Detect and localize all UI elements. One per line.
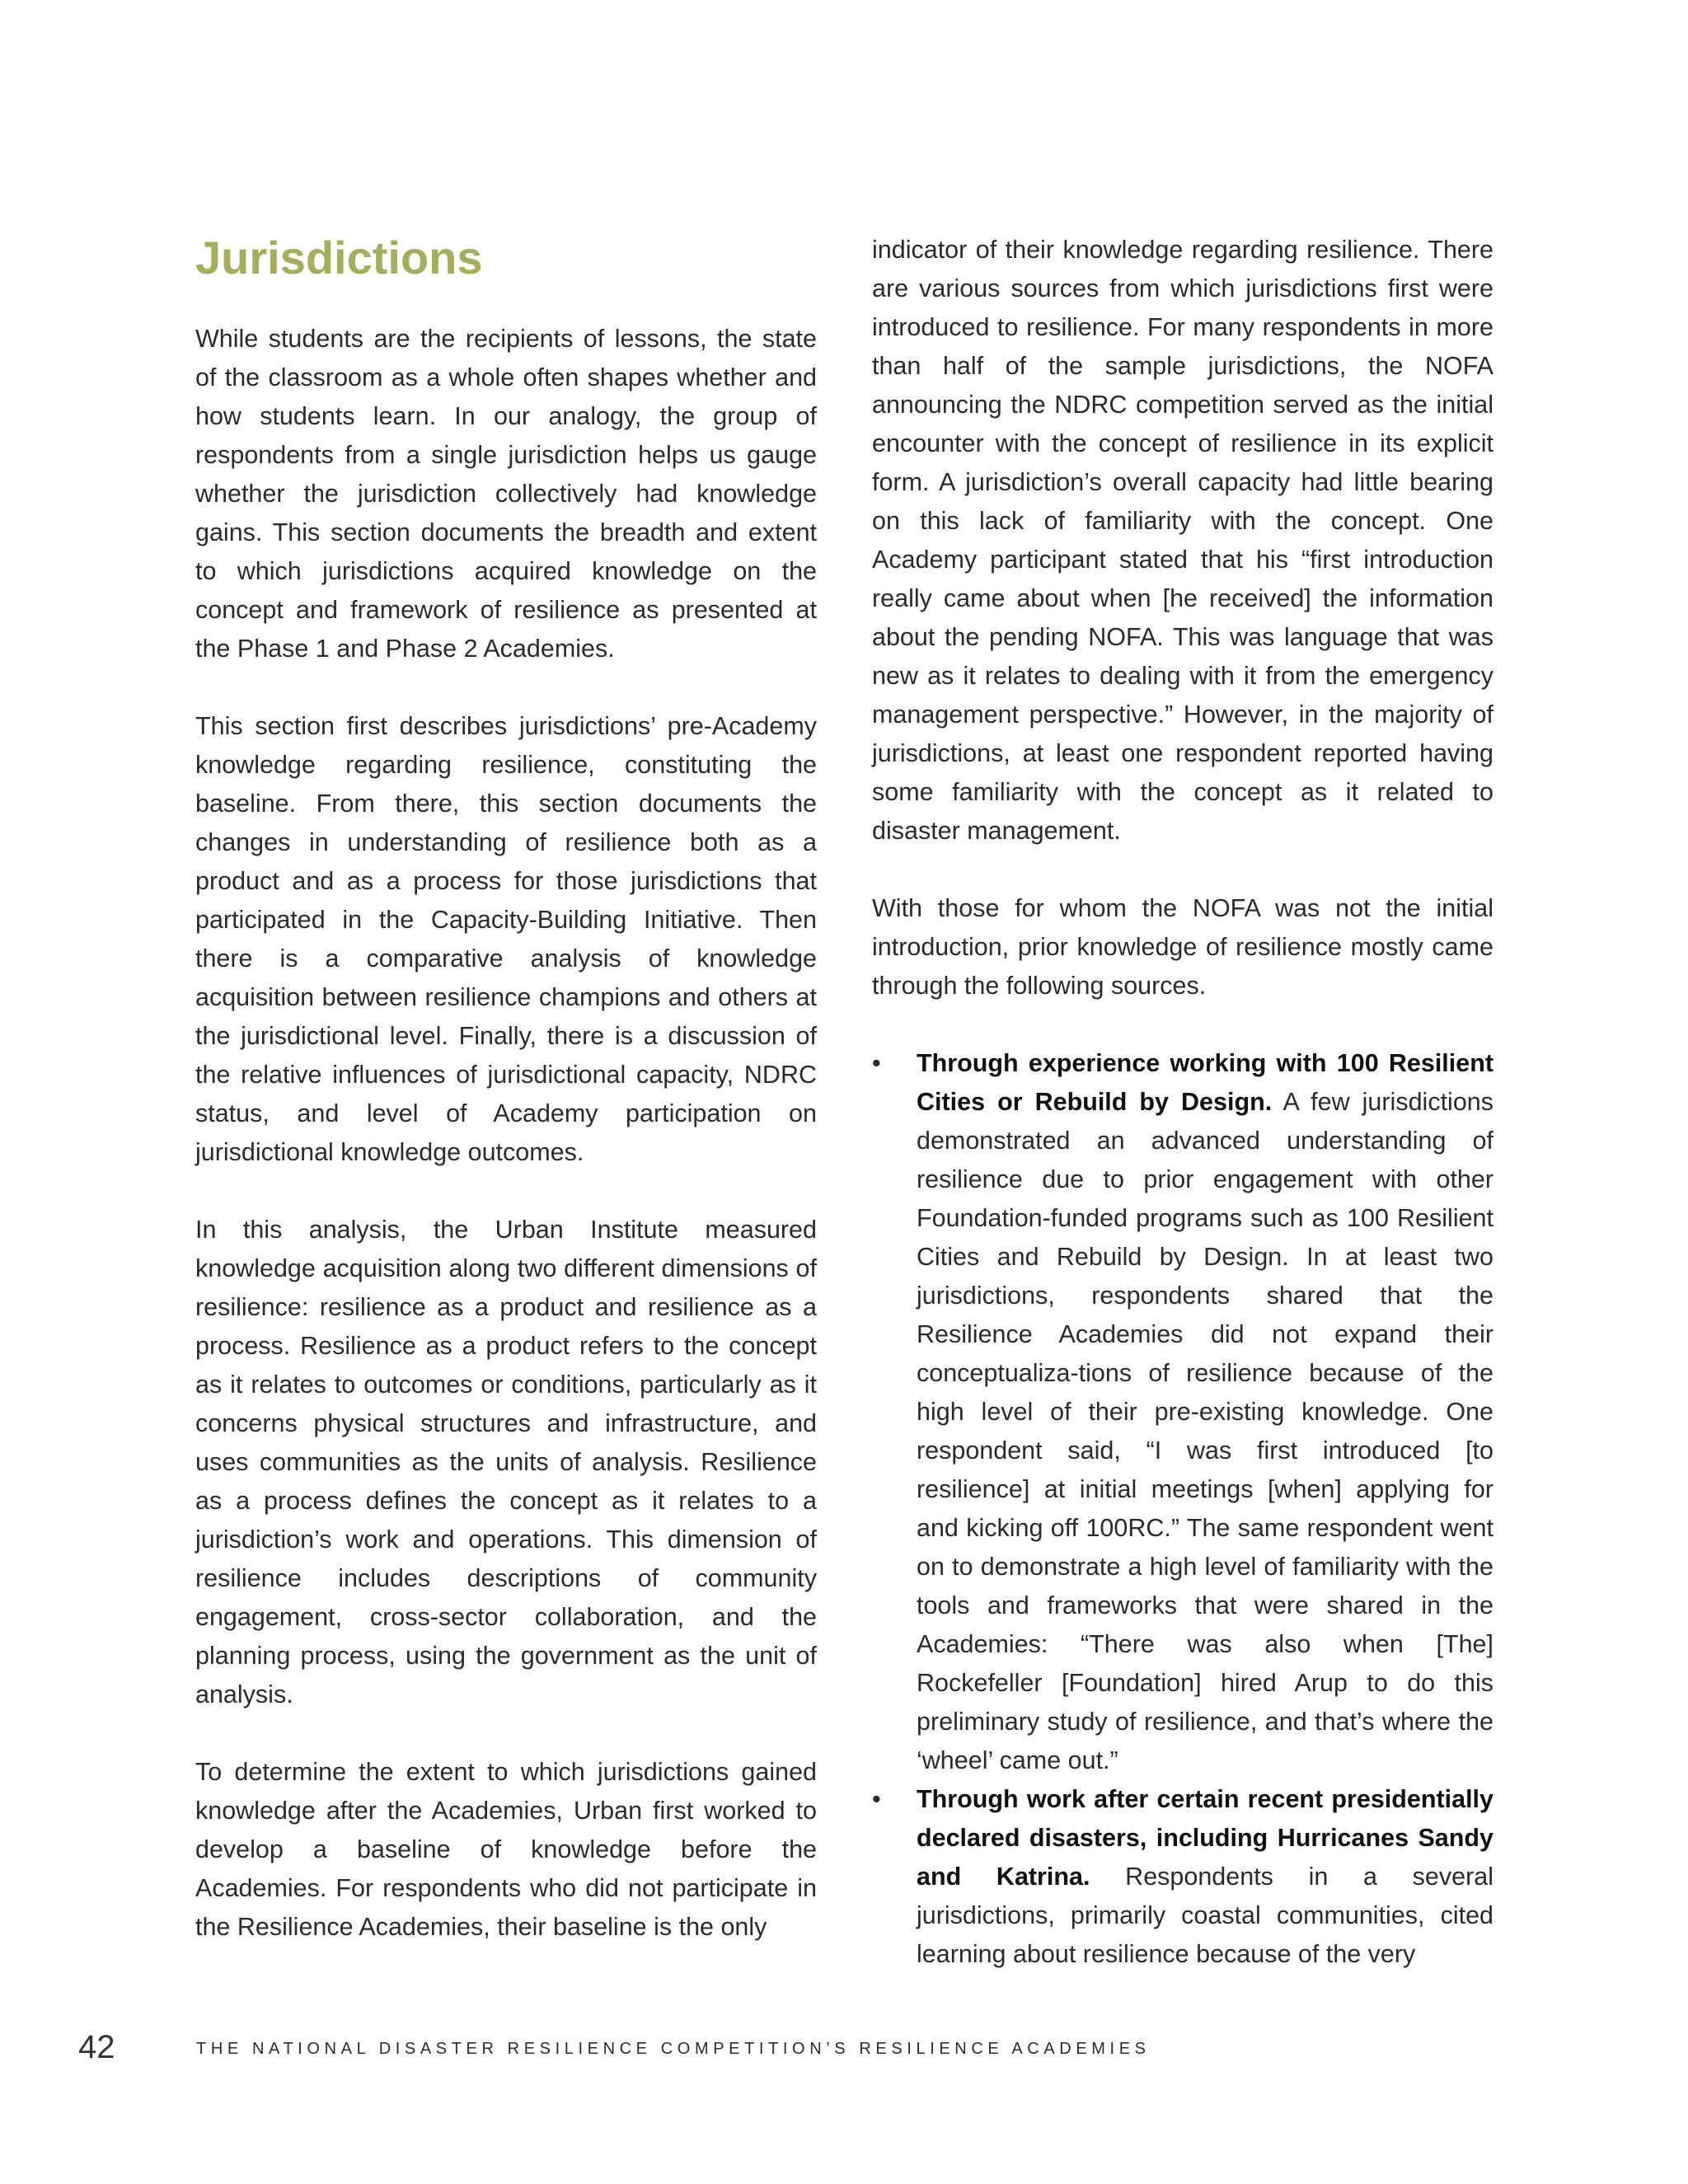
running-footer-title: THE NATIONAL DISASTER RESILIENCE COMPETITION’S RESILIENCE ACADEMIES	[196, 2040, 1151, 2058]
page-title: Jurisdictions	[195, 232, 483, 284]
body-paragraph: While students are the recipients of lessons, the state of the classroom as a whole often shapes whether and how students learn. In our analogy, the group of respondents from a single jurisdiction helps us gauge whether the jurisdiction collectively had knowledge gains. This section documents the breadth and extent to which jurisdictions acquired knowledge on the concept and framework of resilience as presented at the Phase 1 and Phase 2 Academies.	[195, 325, 817, 663]
bullet-text: Respondents in a several jurisdictions, primarily coastal communities, cited learning about resilience because of the very	[917, 1863, 1494, 1968]
body-paragraph: To determine the extent to which jurisdictions gained knowledge after the Academies, Urban first worked to develop a baseline of knowledge before the Academies. For respondents who did not participate in the Resilience Academies, their baseline is the only	[195, 1758, 817, 1941]
body-paragraph: indicator of their knowledge regarding resilience. There are various sources from which jurisdictions first were introduced to resilience. For many respondents in more than half of the sample jurisdictions, the NOFA announcing the NDRC competition served as the initial encounter with the concept of resilience in its explicit form. A jurisdiction’s overall capacity had little bearing on this lack of familiarity with the concept. One Academy participant stated that his “first introduction really came about when [he received] the information about the pending NOFA. This was language that was new as it relates to dealing with it from the emergency management perspective.” However, in the majority of jurisdictions, at least one respondent reported having some familiarity with the concept as it related to disaster management.	[872, 236, 1493, 845]
source-list	[872, 1044, 1493, 1974]
bullet-lead: Through work after certain recent presidentially declared disasters, including Hurricanes Sandy and Katrina.	[917, 1785, 1493, 1891]
body-paragraph: With those for whom the NOFA was not the initial introduction, prior knowledge of resilience mostly came through the following sources.	[872, 894, 1493, 1000]
left-column	[195, 231, 817, 1947]
body-paragraph: In this analysis, the Urban Institute measured knowledge acquisition along two different dimensions of resilience: resilience as a product and resilience as a process. Resilience as a product refers to the concept as it relates to outcomes or conditions, particularly as it concerns physical structures and infrastructure, and uses communities as the units of analysis. Resilience as a process defines the concept as it relates to a jurisdiction’s work and operations. This dimension of resilience includes descriptions of community engagement, cross-sector collaboration, and the planning process, using the government as the unit of analysis.	[195, 1216, 817, 1708]
bullet-text: A few jurisdictions demonstrated an advanced understanding of resilience due to prior engagement with other Foundation-funded programs such as 100 Resilient Cities and Rebuild by Design. In at least two jurisdictions, respondents shared that the Resilience Academies did not expand their conceptualiza-tions of resilience because of the high level of their pre-existing knowledge. One respondent said, “I was first introduced [to resilience] at initial meetings [when] applying for and kicking off 100RC.” The same respondent went on to demonstrate a high level of familiarity with the tools and frameworks that were shared in the Academies: “There was also when [The] Rockefeller [Foundation] hired Arup to do this preliminary study of resilience, and that’s where the ‘wheel’ came out.”	[917, 1088, 1493, 1774]
right-column	[872, 231, 1493, 1974]
bullet-icon: •	[872, 1785, 881, 1813]
bullet-icon: •	[872, 1049, 881, 1077]
list-item	[872, 1780, 1493, 1974]
list-item	[872, 1044, 1493, 1780]
page-number: 42	[78, 2029, 115, 2065]
bullet-lead: Through experience working with 100 Resilient Cities or Rebuild by Design.	[917, 1049, 1493, 1116]
body-paragraph: This section first describes jurisdictions’ pre-Academy knowledge regarding resilience, constituting the baseline. From there, this section documents the changes in understanding of resilience both as a product and as a process for those jurisdictions that participated in the Capacity-Building Initiative. Then there is a comparative analysis of knowledge acquisition between resilience champions and others at the jurisdictional level. Finally, there is a discussion of the relative influences of jurisdictional capacity, NDRC status, and level of Academy participation on jurisdictional knowledge outcomes.	[195, 712, 817, 1166]
